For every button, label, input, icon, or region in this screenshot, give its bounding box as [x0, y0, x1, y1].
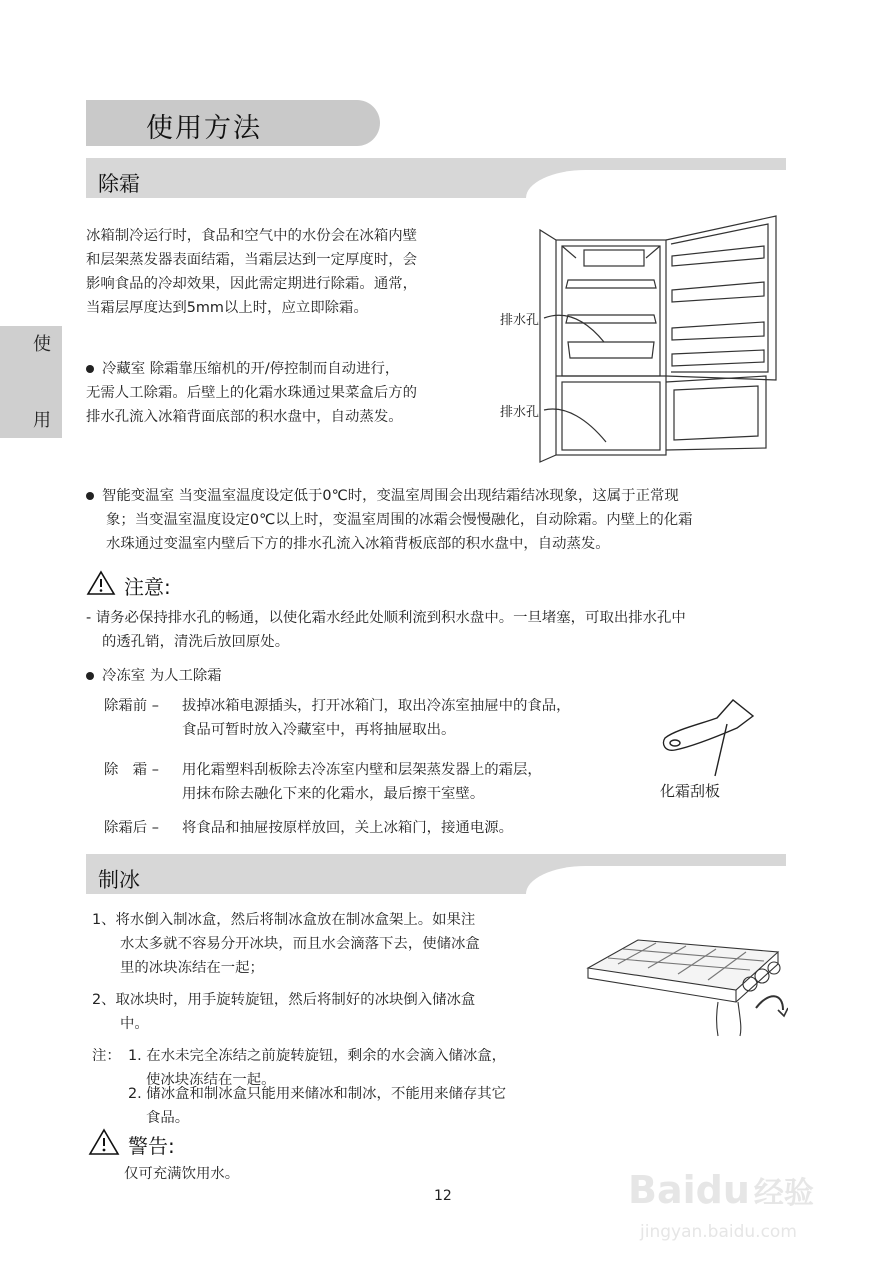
variable-line: 水珠通过变温室内壁后下方的排水孔流入冰箱背板底部的积水盘中，自动蒸发。 [106, 536, 610, 552]
step-label: 除 霜 – [104, 762, 159, 778]
note-line: 2. 储冰盒和制冰盒只能用来储冰和制冰，不能用来储存其它 [128, 1086, 507, 1102]
ice-line: 中。 [120, 1016, 149, 1032]
warning-triangle-icon [88, 1128, 120, 1156]
watermark-url: jingyan.baidu.com [640, 1222, 797, 1242]
drain-label-1: 排水孔 [500, 313, 540, 328]
bullet-icon [86, 492, 94, 500]
caution-line: 的透孔销，清洗后放回原处。 [102, 634, 290, 650]
ice-step-2 [92, 988, 562, 1036]
watermark-jingyan: 经验 [753, 1176, 814, 1211]
fridge-body [556, 240, 666, 455]
freezer-title-text: 冷冻室 为人工除霜 [102, 668, 222, 684]
side-tab [0, 326, 62, 438]
defrost-intro [86, 224, 506, 320]
drain-leader-line [544, 315, 604, 342]
variable-line: 象；当变温室温度设定0℃以上时，变温室周围的冰霜会慢慢融化，自动除霜。内壁上的化霜 [106, 512, 693, 528]
section-bar-ice [86, 854, 786, 894]
note-line: 1. 在水未完全冻结之前旋转旋钮，剩余的水会滴入储冰盒， [128, 1048, 507, 1064]
step-line: 用抹布除去融化下来的化霜水，最后擦干室壁。 [182, 786, 485, 802]
step-line: 用化霜塑料刮板除去冷冻室内壁和层架蒸发器上的霜层， [182, 762, 542, 778]
warning-title: 警告: [128, 1134, 175, 1158]
drain-label-2: 排水孔 [500, 405, 540, 420]
watermark-bai: Bai [628, 1168, 696, 1212]
fridge-line: 无需人工除霜。后壁上的化霜水珠通过果菜盒后方的 [86, 385, 417, 401]
ice-line: 1、将水倒入制冰盒，然后将制冰盒放在制冰盒架上。如果注 [92, 912, 476, 928]
scraper-illustration [655, 690, 765, 780]
bullet-icon [86, 365, 94, 373]
side-tab-char-1: 使 [33, 334, 51, 355]
step-line: 拔掉冰箱电源插头，打开冰箱门，取出冷冻室抽屉中的食品， [182, 698, 571, 714]
intro-line: 冰箱制冷运行时，食品和空气中的水份会在冰箱内壁 [86, 228, 417, 244]
step-line: 食品可暂时放入冷藏室中，再将抽屉取出。 [182, 722, 456, 738]
fridge-illustration [496, 210, 786, 470]
caution-line: - 请务必保持排水孔的畅通，以使化霜水经此处顺利流到积水盘中。一旦堵塞，可取出排水孔中 [86, 610, 686, 626]
variable-line: 智能变温室 当变温室温度设定低于0℃时，变温室周围会出现结霜结冰现象，这属于正常现 [102, 488, 679, 504]
note-line: 使冰块冻结在一起。 [146, 1072, 276, 1088]
ice-line: 里的冰块冻结在一起； [120, 960, 264, 976]
warning-text: 仅可充满饮用水。 [124, 1166, 240, 1182]
caution-title: 注意: [124, 575, 171, 599]
fridge-defrost-paragraph [86, 357, 506, 429]
page-number: 12 [434, 1188, 452, 1204]
warning-triangle-icon [86, 570, 116, 596]
step-text [182, 816, 652, 840]
note-2 [128, 1082, 588, 1130]
side-tab-char-2: 用 [33, 410, 51, 431]
bullet-icon [86, 672, 94, 680]
intro-line: 影响食品的冷却效果，因此需定期进行除霜。通常， [86, 276, 417, 292]
step-text [182, 758, 652, 806]
caution-text [86, 606, 816, 654]
fridge-line: 冷藏室 除霜靠压缩机的开/停控制而自动进行， [102, 361, 400, 377]
step-label: 除霜前 – [104, 698, 159, 714]
freezer-defrost-title [86, 664, 222, 688]
page-title: 使用方法 [146, 113, 262, 144]
note-label: 注： [92, 1048, 121, 1064]
intro-line: 和层架蒸发器表面结霜，当霜层达到一定厚度时，会 [86, 252, 417, 268]
ice-step-1 [92, 908, 562, 980]
fridge-line: 排水孔流入冰箱背面底部的积水盘中，自动蒸发。 [86, 409, 403, 425]
step-line: 将食品和抽屉按原样放回，关上冰箱门，接通电源。 [182, 820, 513, 836]
watermark-du: du [695, 1168, 750, 1212]
scraper-label: 化霜刮板 [660, 782, 721, 800]
section-heading-ice: 制冰 [98, 868, 140, 892]
variable-compartment-paragraph [86, 484, 806, 556]
ice-line: 水太多就不容易分开冰块，而且水会滴落下去，使储冰盒 [120, 936, 480, 952]
ice-line: 2、取冰块时，用手旋转旋钮，然后将制好的冰块倒入储冰盒 [92, 992, 476, 1008]
drain-leader-line [544, 409, 606, 442]
section-heading-defrost: 除霜 [98, 172, 140, 196]
watermark-logo [628, 1168, 814, 1212]
intro-line: 当霜层厚度达到5mm以上时，应立即除霜。 [86, 300, 368, 316]
note-line: 食品。 [146, 1110, 190, 1126]
step-label: 除霜后 – [104, 820, 159, 836]
section-bar-defrost [86, 158, 786, 198]
step-text [182, 694, 652, 742]
ice-tray-illustration [578, 930, 788, 1040]
